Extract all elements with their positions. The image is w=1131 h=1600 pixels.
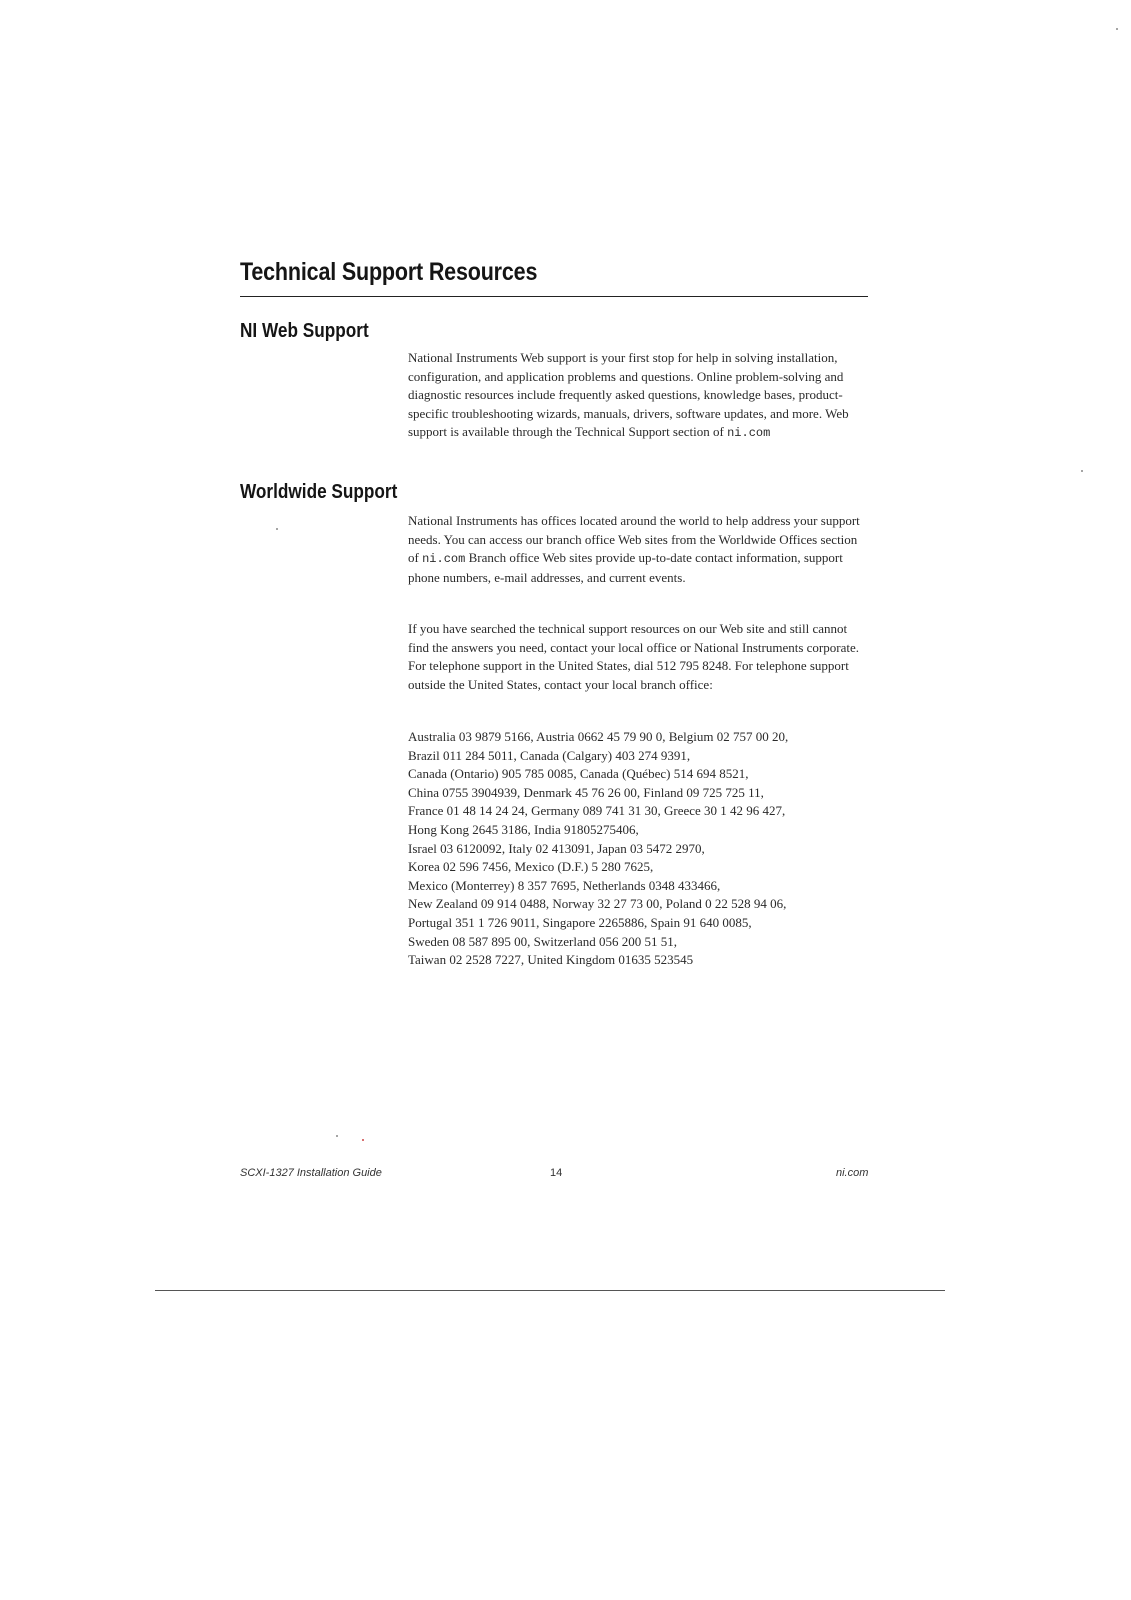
office-line: Mexico (Monterrey) 8 357 7695, Netherlands 0348 433466, [408,877,721,893]
footer-page-number: 14 [550,1167,563,1179]
office-line: Canada (Ontario) 905 785 0085, Canada (Québec) 514 694 8521, [408,766,749,782]
scan-speck [1116,28,1118,30]
office-line: Brazil 011 284 5011, Canada (Calgary) 403 274 9391, [408,747,691,763]
paragraph-text: National Instruments has offices located around the world to help address your support needs. You can access our branch office Web sites from the Worldwide Offices section of [408,513,860,566]
office-line: China 0755 3904939, Denmark 45 76 26 00, Finland 09 725 725 11, [408,784,764,800]
worldwide-support-paragraph-1 [408,512,868,587]
section-heading-worldwide-support: Worldwide Support [240,481,398,503]
office-line: Sweden 08 587 895 00, Switzerland 056 200 51 51, [408,933,678,949]
office-line: New Zealand 09 914 0488, Norway 32 27 73 00, Poland 0 22 528 94 06, [408,896,787,912]
footer-guide-title: SCXI-1327 Installation Guide [240,1167,382,1179]
office-line: Korea 02 596 7456, Mexico (D.F.) 5 280 7625, [408,859,654,875]
page-title: Technical Support Resources [240,258,538,286]
office-line: France 01 48 14 24 24, Germany 089 741 31 30, Greece 30 1 42 96 427, [408,803,786,819]
section-heading-ni-web-support: NI Web Support [240,320,369,342]
scan-speck [336,1135,338,1137]
website-code: ni.com [727,426,771,441]
scan-speck [1081,470,1083,472]
title-rule [240,296,868,297]
office-line: Australia 03 9879 5166, Austria 0662 45 79 90 0, Belgium 02 757 00 20, [408,729,789,744]
footer-website: ni.com [836,1167,869,1179]
website-code: ni.com [422,552,466,567]
worldwide-support-paragraph-2: If you have searched the technical support resources on our Web site and still cannot find the answers you need, contact your local office or National Instruments corporate. For telephone support in the United States, dial 512 795 8248. For telephone support outside the United States, contact your local branch office: [408,621,859,692]
ni-web-support-paragraph [408,349,868,443]
scan-speck [362,1139,364,1141]
office-line: Israel 03 6120092, Italy 02 413091, Japan 03 5472 2970, [408,840,705,856]
scan-speck [276,528,278,530]
paragraph-text-after: Branch office Web sites provide up-to-date contact information, support phone numbers, e-mail addresses, and current events. [408,550,843,585]
office-line: Taiwan 02 2528 7227, United Kingdom 01635 523545 [408,952,694,968]
scan-page-edge [155,1290,945,1291]
branch-office-list [408,728,878,970]
office-line: Portugal 351 1 726 9011, Singapore 2265886, Spain 91 640 0085, [408,914,752,930]
office-line: Hong Kong 2645 3186, India 91805275406, [408,821,639,837]
paragraph-text: National Instruments Web support is your first stop for help in solving installation, configuration, and application problems and questions. Online problem-solving and diagnostic resources include frequently asked questions, knowledge bases, product-specific troubleshooting wizards, manuals, drivers, software updates, and more. Web support is available through the Technical Support section of [408,350,849,440]
